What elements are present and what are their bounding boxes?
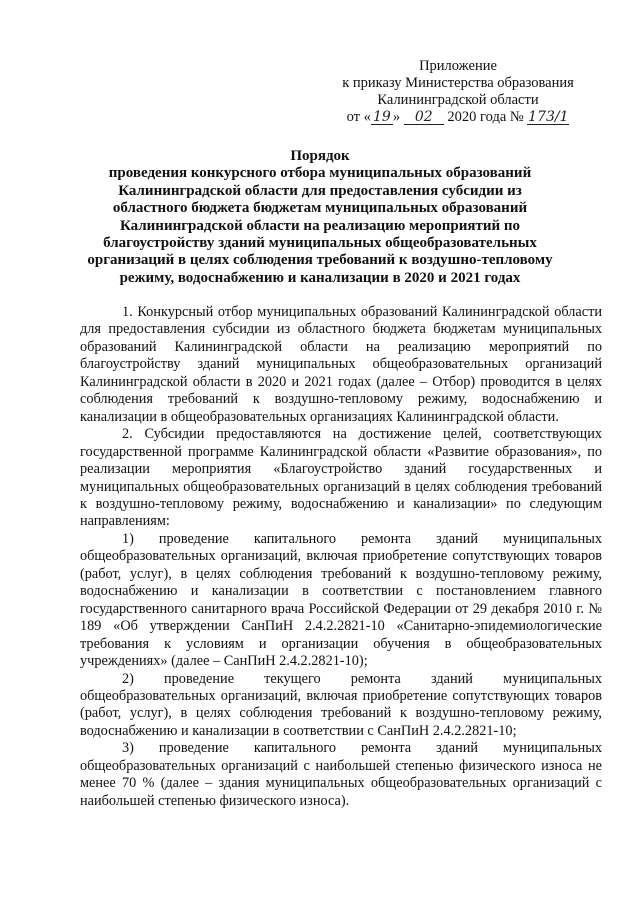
handwritten-day: 19 xyxy=(371,110,393,125)
title-line-2: проведения конкурсного отбора муниципальных образований xyxy=(108,165,532,182)
date-mid: » xyxy=(392,109,401,125)
handwritten-month: 02 xyxy=(404,110,444,125)
appendix-region: Калининградской области xyxy=(377,92,539,108)
title-line-7: организаций в целях соблюдения требований к воздушно-тепловому xyxy=(87,252,553,269)
document-body xyxy=(80,304,602,810)
title-line-6: благоустройству зданий муниципальных общеобразовательных xyxy=(103,235,537,252)
title-line-5: Калининградской области на реализацию мероприятий по xyxy=(119,217,521,234)
paragraph-1: 1. Конкурсный отбор муниципальных образований Калининградской области для предоставления субсидии из областного бюджета бюджетам муниципальных образований Калининградской области на реализацию мероприятий по благоустройству зданий муниципальных общеобразовательных организаций Калининградской области в 2020 и 2021 годах (далее – Отбор) проводится в целях соблюдения требований к воздушно-тепловому режиму, водоснабжению и канализации в общеобразовательных организациях Калининградской области. xyxy=(80,304,602,425)
paragraph-2-item-1: 1) проведение капитального ремонта зданий муниципальных общеобразовательных организаций, включая приобретение сопутствующих товаров (работ, услуг), в целях соблюдения требований к воздушно-тепловому режиму, водоснабжению и канализации в соответствии с постановлением главного государственного санитарного врача Российской Федерации от 29 декабря 2010 г. № 189 «Об утверждении СанПиН 2.4.2.2821-10 «Санитарно-эпидемиологические требования к условиям и организации обучения в общеобразовательных учреждениях» (далее – СанПиН 2.4.2.2821-10); xyxy=(80,530,602,670)
handwritten-order-number: 173/1 xyxy=(528,109,569,125)
title-line-4: областного бюджета бюджетам муниципальных образований xyxy=(112,200,528,217)
document-title xyxy=(86,148,554,287)
appendix-order-ref: к приказу Министерства образования xyxy=(342,75,574,91)
paragraph-2-item-3: 3) проведение капитального ремонта зданий муниципальных общеобразовательных организаций с наибольшей степенью физического износа не менее 70 % (далее – здания муниципальных общеобразовательных организаций с наибольшей степенью физического износа). xyxy=(80,740,602,809)
date-prefix: от « xyxy=(346,109,371,125)
appendix-label: Приложение xyxy=(419,58,497,74)
title-line-3: Калининградской области для предоставления субсидии из xyxy=(118,182,522,199)
date-year: 2020 года № xyxy=(447,109,524,125)
title-line-1: Порядок xyxy=(290,148,350,164)
appendix-header xyxy=(318,58,598,126)
paragraph-2: 2. Субсидии предоставляются на достижение целей, соответствующих государственной программе Калининградской области «Развитие образования», по реализации мероприятия «Благоустройство зданий государственных и муниципальных общеобразовательных организаций в целях соблюдения требований к воздушно-тепловому режиму, водоснабжению и канализации» по следующим направлениям: xyxy=(80,426,602,530)
appendix-date-line xyxy=(318,109,598,126)
title-line-8: режиму, водоснабжению и канализации в 2020 и 2021 годах xyxy=(119,269,521,286)
paragraph-2-item-2: 2) проведение текущего ремонта зданий муниципальных общеобразовательных организаций, включая приобретение сопутствующих товаров (работ, услуг), в целях соблюдения требований к воздушно-тепловому режиму, водоснабжению и канализации в соответствии с СанПиН 2.4.2.2821-10; xyxy=(80,670,602,739)
